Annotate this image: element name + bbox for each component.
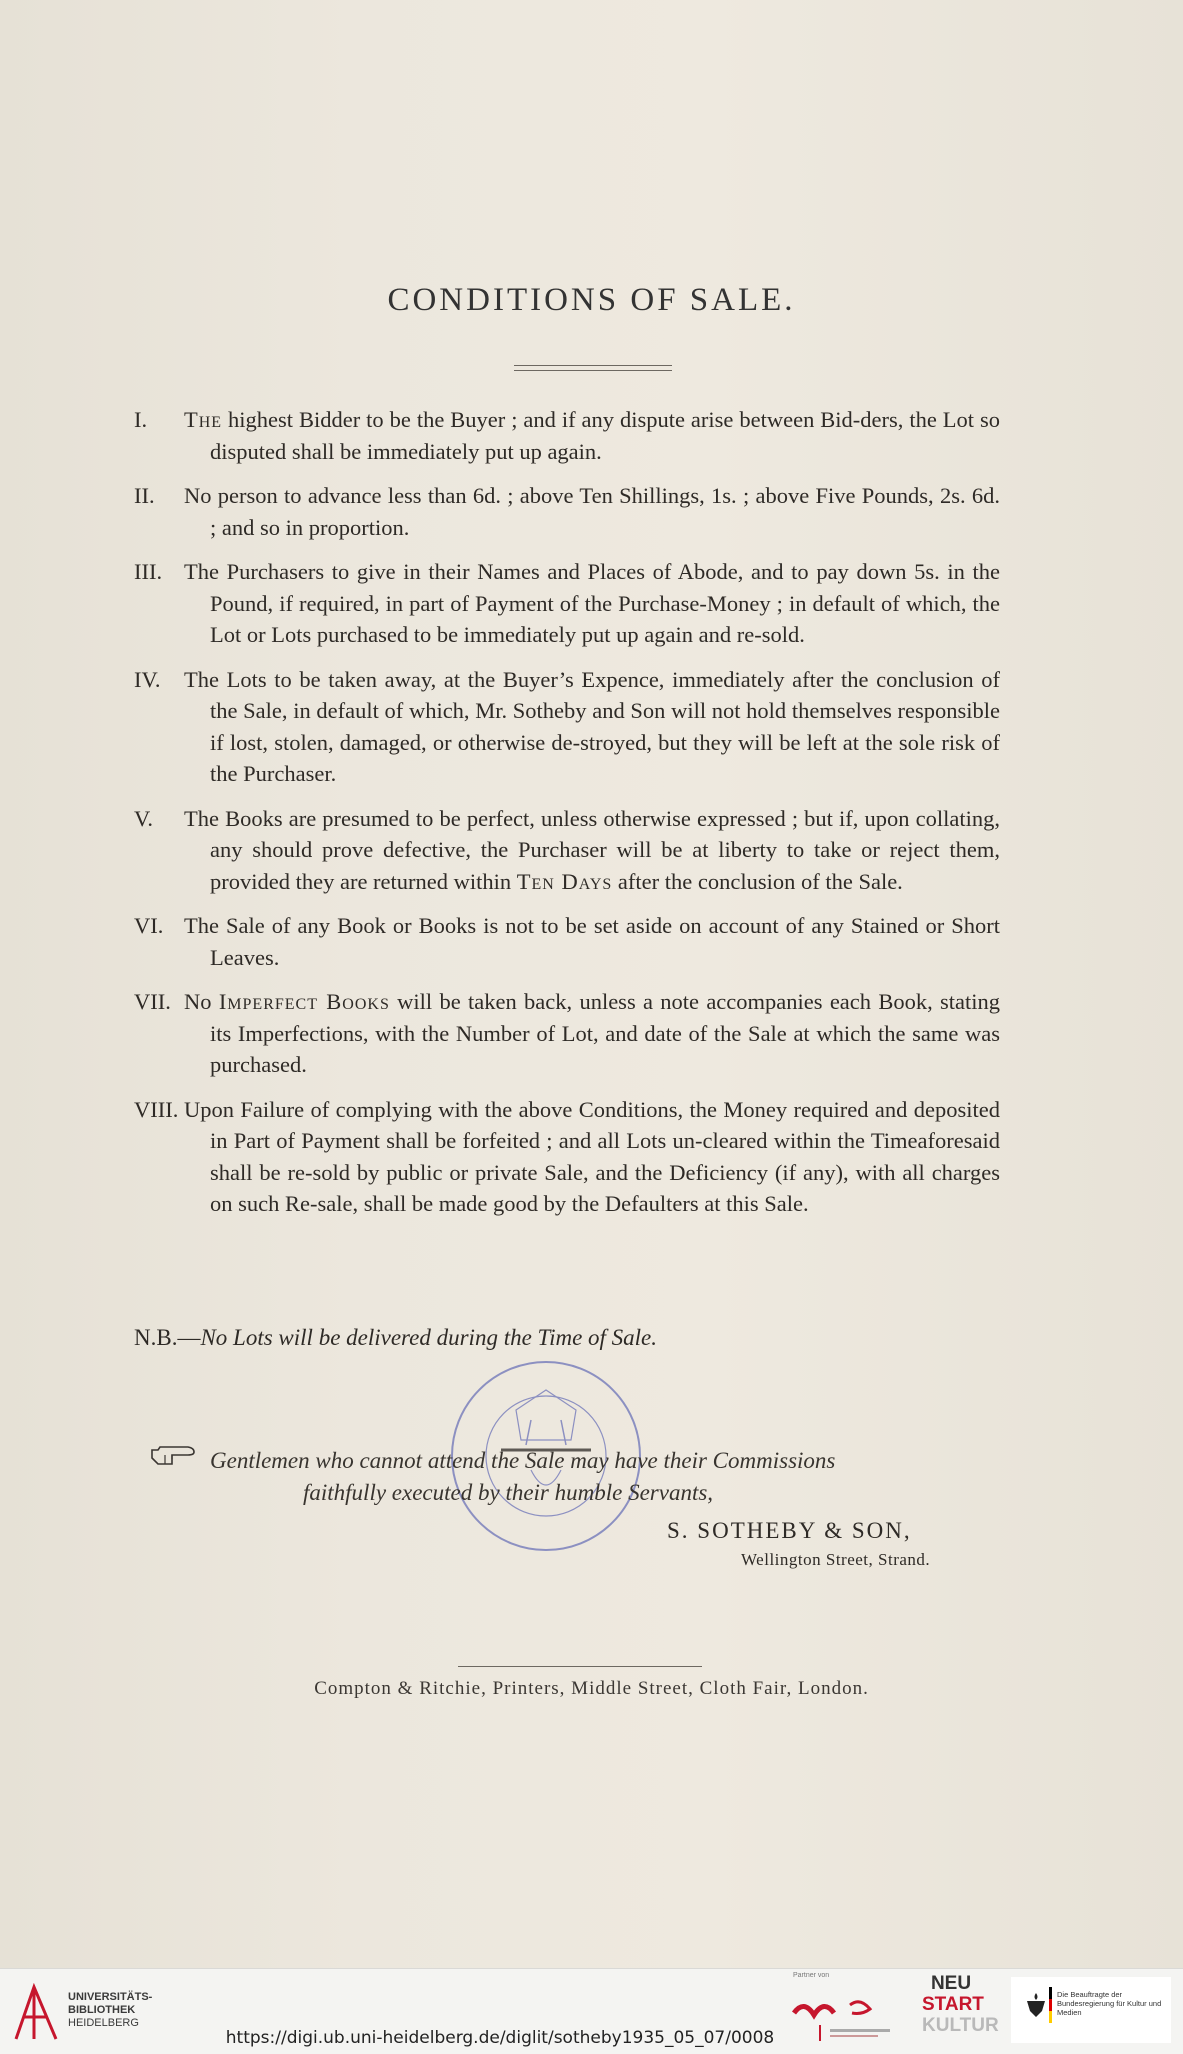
nb-label: N.B.— [134,1325,201,1350]
condition-number: VII. [134,989,171,1014]
ub-line: UNIVERSITÄTS- [68,1991,153,2003]
nb-text: No Lots will be delivered during the Time of Sale. [200,1325,658,1350]
ub-line: HEIDELBERG [68,2017,139,2029]
condition-number: IV. [134,666,161,692]
condition-item [134,986,1000,1081]
federal-eagle-icon [1025,1991,1047,2019]
commission-line: faithfully executed by their humble Servants, [303,1480,714,1505]
condition-text: The Lots to be taken away, at the Buyer’s Expence, immediately after the conclusion of the Sale, in default of which, Mr. Sotheby and Son will not hold themselves responsible if lost, stolen, damaged, or otherwise de-stroyed, but they will be left at the sole risk of the Purchaser. [184,666,1000,786]
ddb-partner-logo-icon[interactable] [790,1985,898,2045]
neustart-kultur-logo[interactable] [922,1973,999,2047]
ub-line: BIBLIOTHEK [68,2004,136,2016]
condition-number: VIII. [134,1096,179,1122]
ub-heidelberg-wordmark[interactable] [68,1991,152,2030]
firm-address: Wellington Street, Strand. [741,1550,931,1569]
footer-bar [0,1968,1183,2054]
neustart-word: NEU [930,1973,972,1994]
condition-number: VI. [134,913,164,938]
commission-note [210,1445,835,1509]
condition-item [134,404,1000,467]
condition-item [134,803,1000,898]
conditions-list [134,404,1000,1233]
nb-note [134,1325,657,1351]
condition-text: Imperfect Books [218,989,390,1014]
title-rule [514,365,672,366]
condition-text: The Sale of any Book or Books is not to be set aside on account of any Stained or Short Leaves. [184,913,1000,970]
condition-text: Ten Days [516,868,613,894]
condition-text: The Purchasers to give in their Names and Places of Abode, and to pay down 5s. in the Pound, if required, in part of Payment of the Purchase-Money ; in default of which, the Lot or Lots purchased to be immediately put up again and re-sold. [184,559,1000,647]
condition-text: The Books are presumed to be perfect, unless otherwise expressed ; but if, upon collating, any should prove defective, the Purchaser will be at liberty to take or reject them, provided they are returned within [184,805,1000,894]
condition-text: No [184,989,219,1014]
condition-text: No person to advance less than 6d. ; above Ten Shillings, 1s. ; above Five Pounds, 2s. 6d. ; and so in proportion. [184,483,1000,540]
condition-text: highest Bidder to be the Buyer ; and if any dispute arise between Bid-ders, the Lot so disputed shall be immediately put up again. [210,407,1000,464]
title-rule [514,370,672,371]
condition-item [134,910,1000,973]
condition-number: I. [134,407,148,432]
firm-name: S. SOTHEBY & SON, [667,1518,912,1543]
condition-text: after the conclusion of the Sale. [612,868,903,894]
condition-text: will be taken back, unless a note accompanies each Book, stating its Imperfections, with the Number of Lot, and date of the Sale at which the same was purchased. [210,989,1001,1077]
document-url[interactable]: https://digi.ub.uni-heidelberg.de/diglit/sotheby1935_05_07/0008 [225,2028,775,2048]
pointing-hand-icon [150,1444,196,1468]
partner-label: Partner von [793,1972,830,1979]
condition-item [134,664,1000,790]
neustart-word: START [922,1994,984,2015]
neustart-word: KULTUR [922,2015,999,2036]
condition-number: V. [134,805,153,831]
condition-item [134,480,1000,543]
condition-number: II. [134,483,155,508]
condition-number: III. [134,559,163,584]
german-flag-icon [1049,1987,1052,2023]
bkm-logo[interactable] [1011,1977,1171,2043]
commission-line: Gentlemen who cannot attend the Sale may have their Commissions [210,1448,836,1473]
page-title: CONDITIONS OF SALE. [387,282,796,318]
condition-item [134,1094,1000,1220]
printer-rule [458,1666,702,1667]
condition-text: Upon Failure of complying with the above Conditions, the Money required and deposited in Part of Payment shall be forfeited ; and all Lots un-cleared within the Timeaforesaid shall be re-sold by public or private Sale, and the Deficiency (if any), with all charges on such Re-sale, shall be made good by the Defaulters at this Sale. [184,1096,1000,1216]
condition-item [134,556,1000,651]
condition-text: The [184,407,223,432]
bkm-text: Die Beauftragte der Bundesregierung für Kultur und Medien [1057,1990,1162,2017]
printer-imprint: Compton & Ritchie, Printers, Middle Street, Cloth Fair, London. [314,1678,869,1699]
